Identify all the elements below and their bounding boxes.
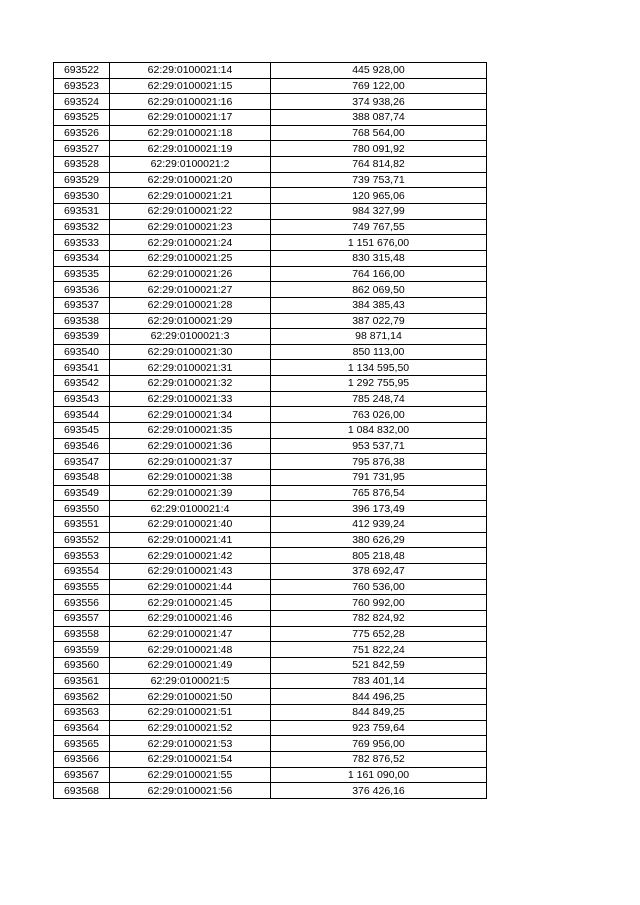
table-row bbox=[54, 94, 487, 110]
table-row bbox=[54, 266, 487, 282]
value-cell: 749 767,55 bbox=[271, 219, 487, 235]
row-number-cell: 693555 bbox=[54, 579, 110, 595]
row-number-cell: 693547 bbox=[54, 454, 110, 470]
row-number-cell: 693522 bbox=[54, 63, 110, 79]
value-cell: 760 536,00 bbox=[271, 579, 487, 595]
value-cell: 765 876,54 bbox=[271, 485, 487, 501]
row-number-cell: 693566 bbox=[54, 751, 110, 767]
cadastral-number-cell: 62:29:0100021:41 bbox=[110, 532, 271, 548]
row-number-cell: 693528 bbox=[54, 156, 110, 172]
table-row bbox=[54, 454, 487, 470]
row-number-cell: 693561 bbox=[54, 673, 110, 689]
table-row bbox=[54, 78, 487, 94]
table-row bbox=[54, 313, 487, 329]
table-row bbox=[54, 751, 487, 767]
cadastral-number-cell: 62:29:0100021:23 bbox=[110, 219, 271, 235]
cadastral-number-cell: 62:29:0100021:24 bbox=[110, 235, 271, 251]
value-cell: 844 849,25 bbox=[271, 704, 487, 720]
value-cell: 739 753,71 bbox=[271, 172, 487, 188]
value-cell: 768 564,00 bbox=[271, 125, 487, 141]
table-row bbox=[54, 767, 487, 783]
value-cell: 120 965,06 bbox=[271, 188, 487, 204]
cadastral-number-cell: 62:29:0100021:32 bbox=[110, 376, 271, 392]
row-number-cell: 693554 bbox=[54, 564, 110, 580]
table-row bbox=[54, 235, 487, 251]
table-row bbox=[54, 642, 487, 658]
value-cell: 775 652,28 bbox=[271, 626, 487, 642]
value-cell: 782 876,52 bbox=[271, 751, 487, 767]
cadastral-number-cell: 62:29:0100021:53 bbox=[110, 736, 271, 752]
table-row bbox=[54, 297, 487, 313]
table-row bbox=[54, 109, 487, 125]
value-cell: 791 731,95 bbox=[271, 470, 487, 486]
row-number-cell: 693534 bbox=[54, 250, 110, 266]
cadastral-number-cell: 62:29:0100021:40 bbox=[110, 517, 271, 533]
table-row bbox=[54, 736, 487, 752]
table-row bbox=[54, 610, 487, 626]
value-cell: 1 161 090,00 bbox=[271, 767, 487, 783]
table-row bbox=[54, 203, 487, 219]
value-cell: 98 871,14 bbox=[271, 329, 487, 345]
value-cell: 953 537,71 bbox=[271, 438, 487, 454]
cadastral-number-cell: 62:29:0100021:38 bbox=[110, 470, 271, 486]
cadastral-number-cell: 62:29:0100021:48 bbox=[110, 642, 271, 658]
row-number-cell: 693545 bbox=[54, 423, 110, 439]
table-row bbox=[54, 438, 487, 454]
value-cell: 751 822,24 bbox=[271, 642, 487, 658]
value-cell: 396 173,49 bbox=[271, 501, 487, 517]
cadastral-number-cell: 62:29:0100021:43 bbox=[110, 564, 271, 580]
cadastral-number-cell: 62:29:0100021:4 bbox=[110, 501, 271, 517]
table-row bbox=[54, 423, 487, 439]
table-row bbox=[54, 156, 487, 172]
cadastral-number-cell: 62:29:0100021:39 bbox=[110, 485, 271, 501]
value-cell: 783 401,14 bbox=[271, 673, 487, 689]
cadastral-number-cell: 62:29:0100021:14 bbox=[110, 63, 271, 79]
row-number-cell: 693523 bbox=[54, 78, 110, 94]
table-row bbox=[54, 172, 487, 188]
table-row bbox=[54, 125, 487, 141]
table-row bbox=[54, 141, 487, 157]
cadastral-number-cell: 62:29:0100021:2 bbox=[110, 156, 271, 172]
row-number-cell: 693529 bbox=[54, 172, 110, 188]
row-number-cell: 693537 bbox=[54, 297, 110, 313]
table-row bbox=[54, 564, 487, 580]
value-cell: 760 992,00 bbox=[271, 595, 487, 611]
value-cell: 850 113,00 bbox=[271, 344, 487, 360]
row-number-cell: 693567 bbox=[54, 767, 110, 783]
value-cell: 1 134 595,50 bbox=[271, 360, 487, 376]
value-cell: 374 938,26 bbox=[271, 94, 487, 110]
table-row bbox=[54, 673, 487, 689]
row-number-cell: 693558 bbox=[54, 626, 110, 642]
row-number-cell: 693548 bbox=[54, 470, 110, 486]
table-row bbox=[54, 626, 487, 642]
table-row bbox=[54, 532, 487, 548]
table-row bbox=[54, 219, 487, 235]
value-cell: 388 087,74 bbox=[271, 109, 487, 125]
value-cell: 830 315,48 bbox=[271, 250, 487, 266]
value-cell: 805 218,48 bbox=[271, 548, 487, 564]
table-row bbox=[54, 282, 487, 298]
table-row bbox=[54, 360, 487, 376]
row-number-cell: 693544 bbox=[54, 407, 110, 423]
value-cell: 1 151 676,00 bbox=[271, 235, 487, 251]
table-row bbox=[54, 783, 487, 799]
value-cell: 764 814,82 bbox=[271, 156, 487, 172]
cadastral-number-cell: 62:29:0100021:17 bbox=[110, 109, 271, 125]
row-number-cell: 693563 bbox=[54, 704, 110, 720]
table-row bbox=[54, 704, 487, 720]
table-body bbox=[54, 63, 487, 799]
value-cell: 984 327,99 bbox=[271, 203, 487, 219]
row-number-cell: 693527 bbox=[54, 141, 110, 157]
cadastral-number-cell: 62:29:0100021:26 bbox=[110, 266, 271, 282]
table-row bbox=[54, 657, 487, 673]
table-row bbox=[54, 391, 487, 407]
table-row bbox=[54, 470, 487, 486]
value-cell: 764 166,00 bbox=[271, 266, 487, 282]
row-number-cell: 693524 bbox=[54, 94, 110, 110]
table-row bbox=[54, 548, 487, 564]
table-row bbox=[54, 407, 487, 423]
row-number-cell: 693551 bbox=[54, 517, 110, 533]
value-cell: 1 084 832,00 bbox=[271, 423, 487, 439]
cadastral-number-cell: 62:29:0100021:25 bbox=[110, 250, 271, 266]
cadastral-number-cell: 62:29:0100021:49 bbox=[110, 657, 271, 673]
value-cell: 412 939,24 bbox=[271, 517, 487, 533]
value-cell: 795 876,38 bbox=[271, 454, 487, 470]
cadastral-number-cell: 62:29:0100021:22 bbox=[110, 203, 271, 219]
cadastral-number-cell: 62:29:0100021:16 bbox=[110, 94, 271, 110]
value-cell: 380 626,29 bbox=[271, 532, 487, 548]
table-row bbox=[54, 517, 487, 533]
row-number-cell: 693560 bbox=[54, 657, 110, 673]
cadastral-number-cell: 62:29:0100021:44 bbox=[110, 579, 271, 595]
value-cell: 844 496,25 bbox=[271, 689, 487, 705]
cadastral-number-cell: 62:29:0100021:52 bbox=[110, 720, 271, 736]
row-number-cell: 693530 bbox=[54, 188, 110, 204]
row-number-cell: 693550 bbox=[54, 501, 110, 517]
value-cell: 445 928,00 bbox=[271, 63, 487, 79]
value-cell: 782 824,92 bbox=[271, 610, 487, 626]
value-cell: 763 026,00 bbox=[271, 407, 487, 423]
cadastral-number-cell: 62:29:0100021:21 bbox=[110, 188, 271, 204]
cadastral-number-cell: 62:29:0100021:51 bbox=[110, 704, 271, 720]
row-number-cell: 693526 bbox=[54, 125, 110, 141]
row-number-cell: 693539 bbox=[54, 329, 110, 345]
value-cell: 862 069,50 bbox=[271, 282, 487, 298]
value-cell: 769 956,00 bbox=[271, 736, 487, 752]
row-number-cell: 693552 bbox=[54, 532, 110, 548]
row-number-cell: 693549 bbox=[54, 485, 110, 501]
cadastral-number-cell: 62:29:0100021:35 bbox=[110, 423, 271, 439]
table-row bbox=[54, 501, 487, 517]
cadastral-number-cell: 62:29:0100021:33 bbox=[110, 391, 271, 407]
table-row bbox=[54, 344, 487, 360]
cadastral-number-cell: 62:29:0100021:37 bbox=[110, 454, 271, 470]
cadastral-number-cell: 62:29:0100021:19 bbox=[110, 141, 271, 157]
cadastral-number-cell: 62:29:0100021:30 bbox=[110, 344, 271, 360]
row-number-cell: 693538 bbox=[54, 313, 110, 329]
value-cell: 769 122,00 bbox=[271, 78, 487, 94]
row-number-cell: 693532 bbox=[54, 219, 110, 235]
cadastral-number-cell: 62:29:0100021:20 bbox=[110, 172, 271, 188]
row-number-cell: 693568 bbox=[54, 783, 110, 799]
cadastral-number-cell: 62:29:0100021:56 bbox=[110, 783, 271, 799]
table-row bbox=[54, 595, 487, 611]
cadastral-number-cell: 62:29:0100021:36 bbox=[110, 438, 271, 454]
row-number-cell: 693531 bbox=[54, 203, 110, 219]
cadastral-number-cell: 62:29:0100021:42 bbox=[110, 548, 271, 564]
row-number-cell: 693557 bbox=[54, 610, 110, 626]
cadastral-value-table bbox=[53, 62, 487, 799]
value-cell: 923 759,64 bbox=[271, 720, 487, 736]
table-row bbox=[54, 485, 487, 501]
table-row bbox=[54, 329, 487, 345]
cadastral-number-cell: 62:29:0100021:45 bbox=[110, 595, 271, 611]
cadastral-number-cell: 62:29:0100021:29 bbox=[110, 313, 271, 329]
row-number-cell: 693542 bbox=[54, 376, 110, 392]
row-number-cell: 693556 bbox=[54, 595, 110, 611]
row-number-cell: 693541 bbox=[54, 360, 110, 376]
cadastral-number-cell: 62:29:0100021:3 bbox=[110, 329, 271, 345]
value-cell: 780 091,92 bbox=[271, 141, 487, 157]
table-row bbox=[54, 376, 487, 392]
value-cell: 785 248,74 bbox=[271, 391, 487, 407]
row-number-cell: 693533 bbox=[54, 235, 110, 251]
cadastral-number-cell: 62:29:0100021:50 bbox=[110, 689, 271, 705]
value-cell: 384 385,43 bbox=[271, 297, 487, 313]
row-number-cell: 693559 bbox=[54, 642, 110, 658]
value-cell: 387 022,79 bbox=[271, 313, 487, 329]
cadastral-number-cell: 62:29:0100021:46 bbox=[110, 610, 271, 626]
row-number-cell: 693565 bbox=[54, 736, 110, 752]
cadastral-number-cell: 62:29:0100021:18 bbox=[110, 125, 271, 141]
row-number-cell: 693525 bbox=[54, 109, 110, 125]
row-number-cell: 693562 bbox=[54, 689, 110, 705]
row-number-cell: 693546 bbox=[54, 438, 110, 454]
cadastral-number-cell: 62:29:0100021:15 bbox=[110, 78, 271, 94]
table-row bbox=[54, 250, 487, 266]
value-cell: 378 692,47 bbox=[271, 564, 487, 580]
cadastral-number-cell: 62:29:0100021:5 bbox=[110, 673, 271, 689]
row-number-cell: 693535 bbox=[54, 266, 110, 282]
cadastral-number-cell: 62:29:0100021:27 bbox=[110, 282, 271, 298]
cadastral-number-cell: 62:29:0100021:54 bbox=[110, 751, 271, 767]
cadastral-number-cell: 62:29:0100021:28 bbox=[110, 297, 271, 313]
row-number-cell: 693553 bbox=[54, 548, 110, 564]
table-row bbox=[54, 689, 487, 705]
cadastral-number-cell: 62:29:0100021:47 bbox=[110, 626, 271, 642]
value-cell: 1 292 755,95 bbox=[271, 376, 487, 392]
table-row bbox=[54, 63, 487, 79]
value-cell: 521 842,59 bbox=[271, 657, 487, 673]
row-number-cell: 693536 bbox=[54, 282, 110, 298]
row-number-cell: 693543 bbox=[54, 391, 110, 407]
table-row bbox=[54, 188, 487, 204]
cadastral-number-cell: 62:29:0100021:31 bbox=[110, 360, 271, 376]
row-number-cell: 693564 bbox=[54, 720, 110, 736]
table-row bbox=[54, 720, 487, 736]
cadastral-number-cell: 62:29:0100021:55 bbox=[110, 767, 271, 783]
row-number-cell: 693540 bbox=[54, 344, 110, 360]
table-row bbox=[54, 579, 487, 595]
value-cell: 376 426,16 bbox=[271, 783, 487, 799]
cadastral-number-cell: 62:29:0100021:34 bbox=[110, 407, 271, 423]
